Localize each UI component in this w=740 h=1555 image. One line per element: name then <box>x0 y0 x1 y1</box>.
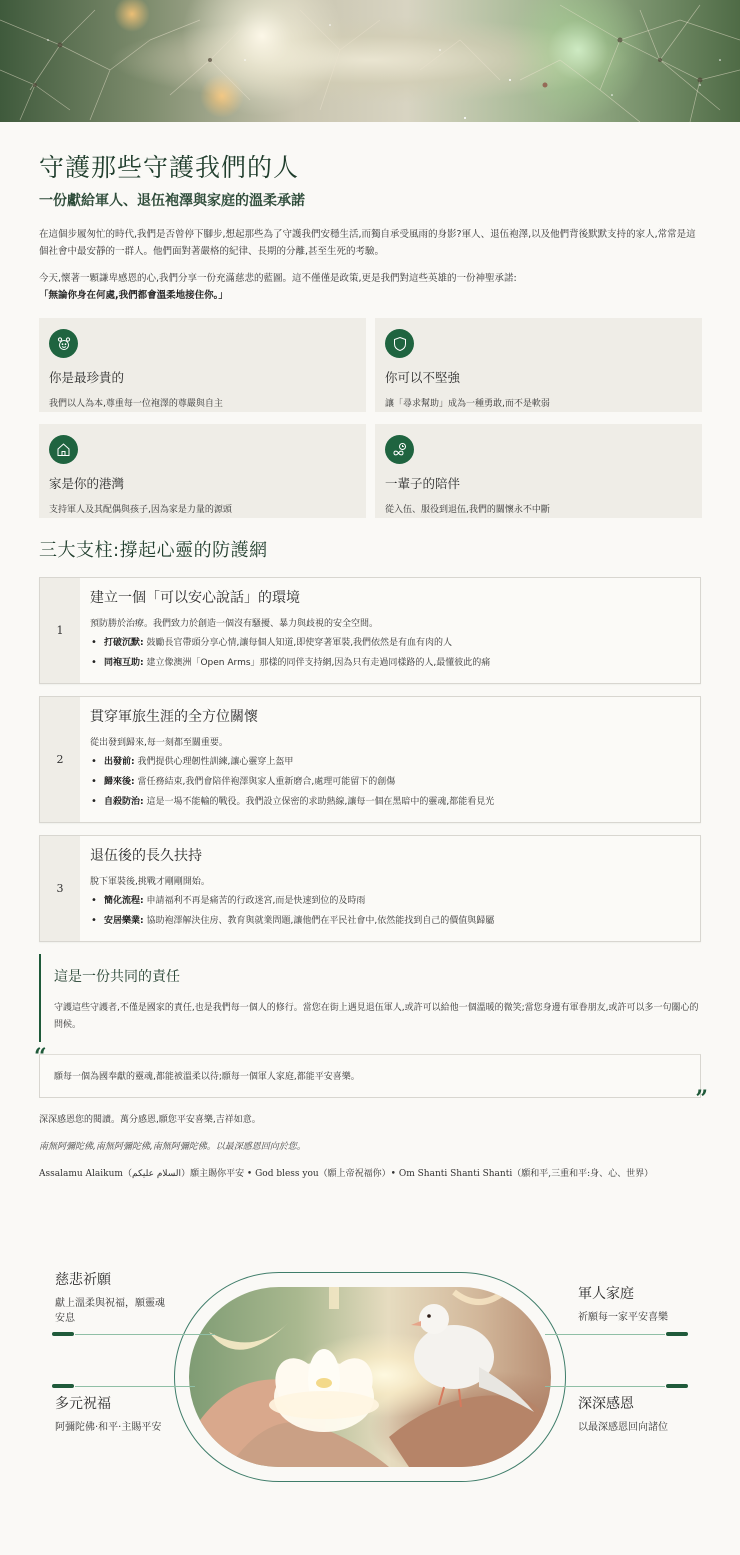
connector-dash <box>52 1384 74 1388</box>
pillar-body <box>80 836 700 941</box>
pillar-points <box>90 891 690 931</box>
connector-dash <box>666 1332 688 1336</box>
value-card <box>375 318 702 412</box>
point-text: 協助袍澤解決住房、教育與就業問題,讓他們在平民社會中,依然能找到自己的價值與歸屬 <box>143 916 495 926</box>
card-description: 我們以人為本,尊重每一位袍澤的尊嚴與自主 <box>49 399 223 409</box>
pillar-lead: 脫下軍裝後,挑戰才剛剛開始。 <box>90 877 210 887</box>
blessing-item-diverse-blessings <box>55 1393 185 1435</box>
point-text: 我們提供心理韌性訓練,讓心靈穿上盔甲 <box>134 757 294 767</box>
intro-paragraph-2-text: 今天,懷著一顆謙卑感恩的心,我們分享一份充滿慈悲的藍圖。這不僅僅是政策,更是我們對這些英雄的一份神聖承諾: <box>39 273 517 284</box>
point-label: 安居樂業: <box>104 916 144 926</box>
blessing-desc: 阿彌陀佛·和平·主賜平安 <box>55 1422 162 1433</box>
responsibility-text: 守護這些守護者,不僅是國家的責任,也是我們每一個人的修行。當您在街上遇見退伍軍人,或許可以給他一個溫暖的微笑;當您身邊有軍眷朋友,或許可以多一句關心的問候。 <box>54 1003 699 1030</box>
shared-responsibility-callout <box>39 954 701 1042</box>
blessing-item-military-family <box>578 1283 708 1325</box>
value-card <box>39 318 366 412</box>
point-text: 申請福利不再是痛苦的行政迷宮,而是快速到位的及時雨 <box>143 896 366 906</box>
pillar-point <box>90 633 690 653</box>
infinity-clock-icon <box>385 435 414 464</box>
responsibility-title: 這是一份共同的責任 <box>54 969 180 985</box>
value-card <box>39 424 366 518</box>
point-label: 出發前: <box>104 757 135 767</box>
pillar-body <box>80 578 700 683</box>
blessing-quote <box>34 1044 708 1112</box>
blessing-infographic <box>0 1257 740 1497</box>
hero-banner <box>0 0 740 122</box>
smiling-person-icon <box>49 329 78 358</box>
blessing-desc: 以最深感恩回向諸位 <box>578 1422 668 1433</box>
pillar-number: 1 <box>40 578 80 683</box>
pillars-list <box>39 577 701 942</box>
card-title: 你是最珍貴的 <box>49 370 125 385</box>
pillar-item <box>39 577 701 684</box>
blessing-title: 軍人家庭 <box>578 1286 634 1302</box>
pillar-item <box>39 835 701 942</box>
point-text: 建立像澳洲「Open Arms」那樣的同伴支持網,因為只有走過同樣路的人,最懂彼此的痛 <box>143 658 491 668</box>
pillar-lead: 預防勝於治療。我們致力於創造一個沒有騷擾、暴力與歧視的安全空間。 <box>90 619 379 629</box>
point-label: 同袍互助: <box>104 658 144 668</box>
value-cards <box>39 318 701 518</box>
closing-thanks: 深深感恩您的閱讀。萬分感恩,願您平安喜樂,吉祥如意。 <box>39 1115 261 1125</box>
pillar-point <box>90 752 690 772</box>
card-description: 支持軍人及其配偶與孩子,因為家是力量的源頭 <box>49 505 232 515</box>
value-card <box>375 424 702 518</box>
close-quote-icon: ” <box>695 1086 708 1112</box>
card-title: 家是你的港灣 <box>49 476 125 491</box>
shield-icon <box>385 329 414 358</box>
point-label: 自殺防治: <box>104 797 144 807</box>
connector-line <box>545 1386 665 1387</box>
quote-text: 願每一個為國奉獻的靈魂,都能被溫柔以待;願每一個軍人家庭,都能平安喜樂。 <box>54 1072 360 1082</box>
blessing-title: 慈悲祈願 <box>55 1272 111 1288</box>
point-text: 鼓勵長官帶頭分享心情,讓每個人知道,即使穿著軍裝,我們依然是有血有肉的人 <box>143 638 453 648</box>
connector-line <box>545 1334 665 1335</box>
pillar-title: 貫穿軍旅生涯的全方位關懷 <box>90 709 258 725</box>
pillar-body <box>80 697 700 822</box>
card-title: 你可以不堅強 <box>385 370 461 385</box>
pillar-point <box>90 653 690 673</box>
lotus-dove-photo <box>189 1287 551 1467</box>
pillar-item <box>39 696 701 823</box>
pillar-point <box>90 911 690 931</box>
connector-dash <box>666 1384 688 1388</box>
blessing-desc: 獻上溫柔與祝福，願靈魂安息 <box>55 1298 165 1324</box>
pillar-point <box>90 772 690 792</box>
blessing-desc: 祈願每一家平安喜樂 <box>578 1312 668 1323</box>
point-text: 當任務結束,我們會陪伴袍澤與家人重新磨合,處理可能留下的創傷 <box>134 777 396 787</box>
blessing-title: 深深感恩 <box>578 1396 634 1412</box>
point-label: 歸來後: <box>104 777 135 787</box>
pillar-point <box>90 792 690 812</box>
page-bottom-spacer <box>0 1497 740 1555</box>
pillar-lead: 從出發到歸來,每一刻都至關重要。 <box>90 738 228 748</box>
blessing-item-gratitude <box>578 1393 708 1435</box>
connector-dash <box>52 1332 74 1336</box>
point-label: 打破沉默: <box>104 638 144 648</box>
blessing-item-compassion <box>55 1269 185 1326</box>
page-subtitle: 一份獻給軍人、退伍袍澤與家庭的溫柔承諾 <box>39 193 305 209</box>
point-label: 簡化流程: <box>104 896 144 906</box>
point-text: 這是一場不能輸的戰役。我們設立保密的求助熱線,讓每一個在黑暗中的靈魂,都能看見光 <box>143 797 495 807</box>
connector-line <box>75 1334 215 1335</box>
blessing-title: 多元祝福 <box>55 1396 111 1412</box>
pillar-number: 2 <box>40 697 80 822</box>
card-description: 從入伍、服役到退伍,我們的關懷永不中斷 <box>385 505 550 515</box>
pillar-number: 3 <box>40 836 80 941</box>
open-quote-icon: “ <box>34 1044 47 1070</box>
pillar-point <box>90 891 690 911</box>
main-content <box>0 148 740 1179</box>
pillar-points <box>90 633 690 673</box>
pillar-title: 建立一個「可以安心說話」的環境 <box>90 590 300 606</box>
pillar-title: 退伍後的長久扶持 <box>90 848 202 864</box>
page-title: 守護那些守護我們的人 <box>39 153 300 182</box>
closing-prayer: 南無阿彌陀佛,南無阿彌陀佛,南無阿彌陀佛。以最深感恩回向於您。 <box>39 1142 306 1152</box>
connector-line <box>75 1386 195 1387</box>
intro-paragraph-1: 在這個步履匆忙的時代,我們是否曾停下腳步,想起那些為了守護我們安穩生活,而獨自承受風雨的身影?軍人、退伍袍澤,以及他們背後默默支持的家人,常常是這個社會中最安靜的一群人。他們面對著嚴格的紀律、長期的分離,甚至生死的考驗。 <box>39 229 696 257</box>
neural-network-illustration <box>0 0 740 122</box>
intro-paragraph-2 <box>39 270 701 304</box>
pillars-section-title: 三大支柱:撐起心靈的防護網 <box>39 540 268 561</box>
card-title: 一輩子的陪伴 <box>385 476 461 491</box>
home-icon <box>49 435 78 464</box>
intro-promise: 「無論你身在何處,我們都會溫柔地接住你。」 <box>39 290 228 301</box>
card-description: 讓「尋求幫助」成為一種勇敢,而不是軟弱 <box>385 399 550 409</box>
closing-greetings: Assalamu Alaikum（السلام عليكم）願主賜你平安 • God bless you（願上帝祝福你）• Om Shanti Shanti Shanti（願和平,三重和平:身、心、世界） <box>39 1169 654 1179</box>
pillar-points <box>90 752 690 812</box>
